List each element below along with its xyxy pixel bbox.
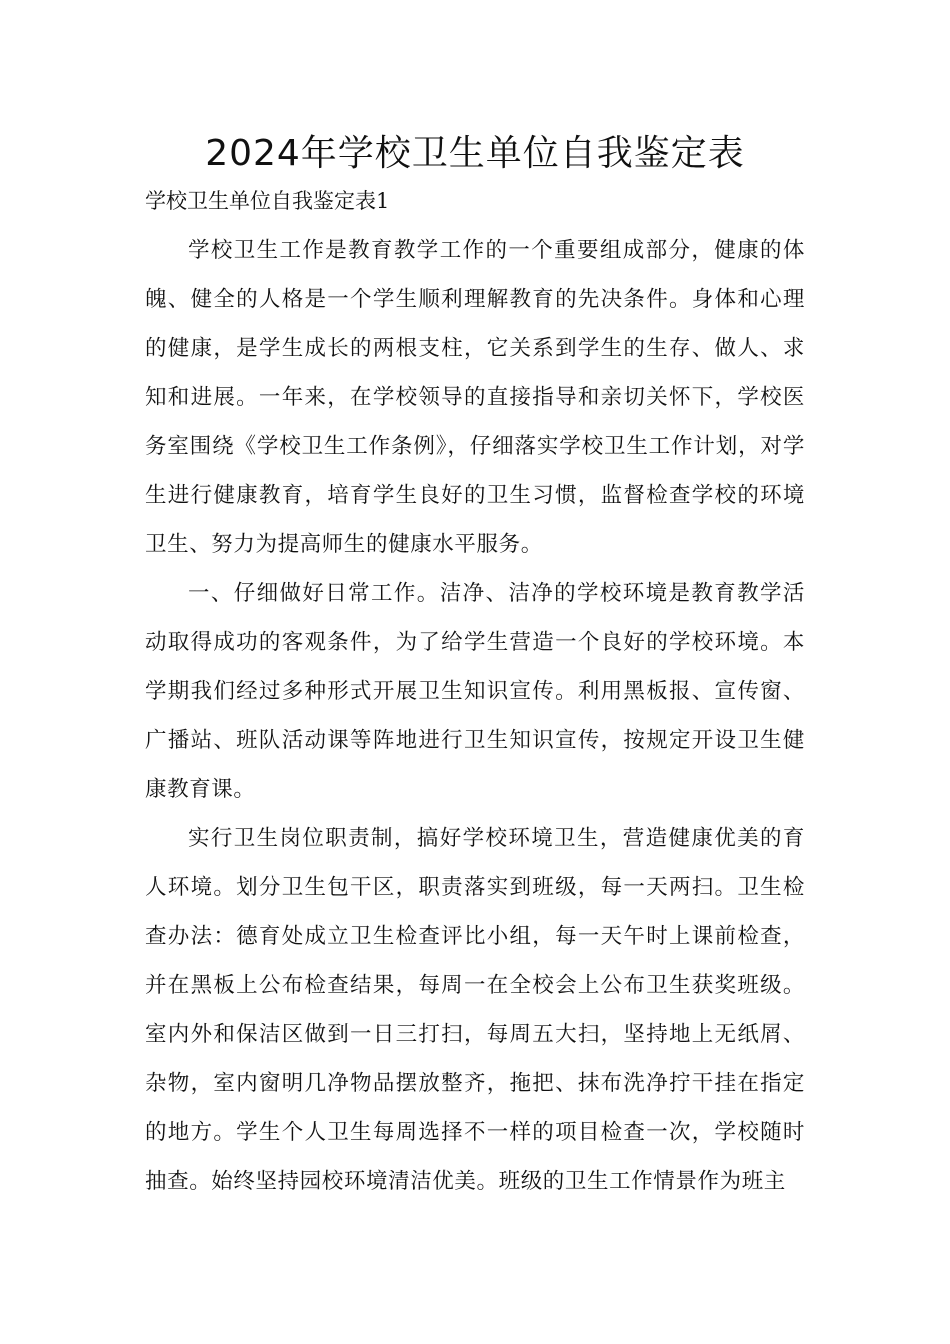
paragraph-section-1: 一、仔细做好日常工作。洁净、洁净的学校环境是教育教学活动取得成功的客观条件，为了给学生营造一个良好的学校环境。本学期我们经过多种形式开展卫生知识宣传。利用黑板报、宣传窗、广播站、班队活动课等阵地进行卫生知识宣传，按规定开设卫生健康教育课。 (145, 581, 805, 802)
paragraph-hygiene-duty: 实行卫生岗位职责制，搞好学校环境卫生，营造健康优美的育人环境。划分卫生包干区，职责落实到班级，每一天两扫。卫生检查办法：德育处成立卫生检查评比小组，每一天午时上课前检查，并在黑板上公布检查结果，每周一在全校会上公布卫生获奖班级。室内外和保洁区做到一日三打扫，每周五大扫，坚持地上无纸屑、杂物，室内窗明几净物品摆放整齐，拖把、抹布洗净拧干挂在指定的地方。学生个人卫生每周选择不一样的项目检查一次，学校随时抽查。始终坚持园校环境清洁优美。班级的卫生工作情景作为班主 (145, 826, 805, 1194)
document-title: 2024年学校卫生单位自我鉴定表 (205, 133, 745, 174)
paragraph-intro: 学校卫生工作是教育教学工作的一个重要组成部分，健康的体魄、健全的人格是一个学生顺利理解教育的先决条件。身体和心理的健康，是学生成长的两根支柱，它关系到学生的生存、做人、求知和进展。一年来，在学校领导的直接指导和亲切关怀下，学校医务室围绕《学校卫生工作条例》，仔细落实学校卫生工作计划，对学生进行健康教育，培育学生良好的卫生习惯，监督检查学校的环境卫生、努力为提高师生的健康水平服务。 (145, 238, 805, 557)
document-body (145, 226, 805, 1206)
document-subtitle: 学校卫生单位自我鉴定表1 (145, 189, 390, 213)
